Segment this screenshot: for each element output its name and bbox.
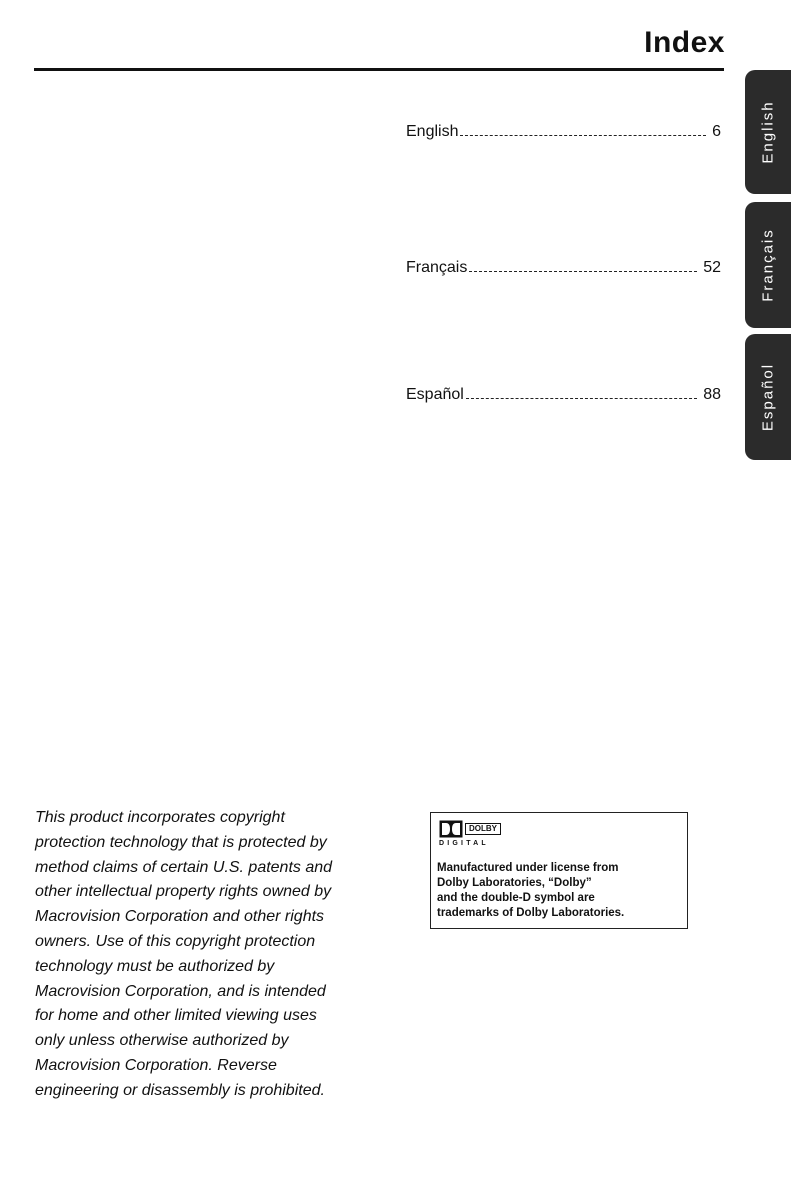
dolby-line: Dolby Laboratories, “Dolby” [437,877,592,889]
page-title: Index [644,26,725,59]
notice-line: This product incorporates copyright [35,809,285,826]
notice-line: Macrovision Corporation and other rights [35,908,325,926]
dolby-license-box [430,812,688,929]
notice-line: protection technology that is protected by [35,833,327,851]
toc-label: Français [406,259,468,276]
notice-line: method claims of certain U.S. patents and [35,858,333,876]
dolby-line: and the double-D symbol are [437,892,595,904]
toc-page-number: 88 [703,386,721,403]
notice-line: only unless otherwise authorized by [35,1032,289,1050]
toc-page-number: 6 [712,123,721,140]
toc-entry-espanol[interactable] [406,386,721,404]
dolby-wordmark: DOLBY [465,823,501,835]
toc-leader [460,135,706,136]
tab-english[interactable] [745,70,791,194]
toc-entry-francais[interactable] [406,259,721,277]
dolby-license-text [437,861,685,921]
header-rule [34,68,724,71]
tab-francais[interactable] [745,202,791,328]
toc-page-number: 52 [703,259,721,276]
notice-line: Macrovision Corporation, and is intended [35,982,326,1000]
notice-line: Macrovision Corporation. Reverse [35,1056,277,1074]
toc-label: Español [406,386,464,403]
tab-espanol[interactable] [745,334,791,460]
tab-label: English [759,100,777,164]
dolby-digital-label: DIGITAL [439,840,489,847]
notice-line: technology must be authorized by [35,957,275,975]
toc-leader [466,398,697,399]
dolby-line: Manufactured under license from [437,862,619,874]
tab-label: Español [759,362,777,432]
dolby-line: trademarks of Dolby Laboratories. [437,907,625,919]
notice-line: engineering or disassembly is prohibited. [35,1081,325,1099]
toc-leader [469,271,697,272]
notice-line: other intellectual property rights owned by [35,883,332,901]
notice-line: owners. Use of this copyright protection [35,932,316,950]
tab-label: Français [759,228,777,302]
notice-line: for home and other limited viewing uses [35,1007,317,1025]
double-d-icon [439,820,463,838]
toc-label: English [406,123,459,140]
copyright-notice [35,806,380,1104]
toc-entry-english[interactable] [406,123,721,141]
